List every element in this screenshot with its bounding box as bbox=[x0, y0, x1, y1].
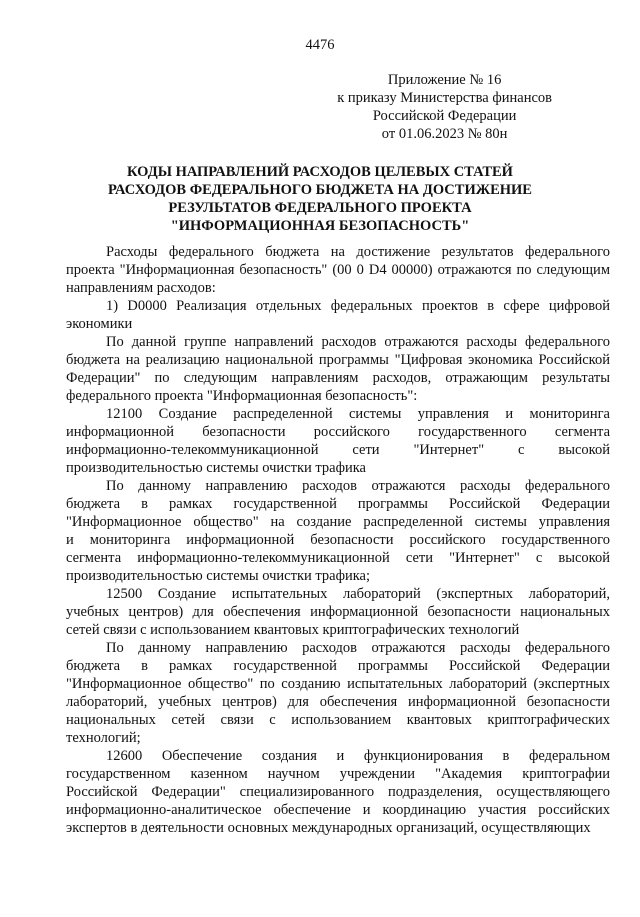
title-line-3: РЕЗУЛЬТАТОВ ФЕДЕРАЛЬНОГО ПРОЕКТА bbox=[168, 200, 472, 216]
paragraph bbox=[66, 333, 610, 405]
paragraph-line: государственном казенном научном учреждении "Академия криптографии bbox=[66, 766, 610, 782]
paragraph-line: информационно-телекоммуникационной сети "Интернет" с высокой bbox=[66, 442, 610, 458]
paragraph-line: бюджета в рамках государственной программы Российской Федерации bbox=[66, 658, 610, 674]
title-line-4: "ИНФОРМАЦИОННАЯ БЕЗОПАСНОСТЬ" bbox=[170, 218, 470, 234]
paragraph bbox=[66, 405, 610, 477]
paragraph-line: "Информационное общество" на создание распределенной системы управления bbox=[66, 514, 610, 530]
page-number: 4476 bbox=[305, 37, 335, 53]
paragraph-line: 12100 Создание распределенной системы управления и мониторинга bbox=[106, 406, 610, 422]
paragraph-line: Расходы федерального бюджета на достижение результатов федерального bbox=[106, 244, 610, 260]
paragraph-line: сегмента информационно-телекоммуникационной сети "Интернет" с высокой bbox=[66, 550, 610, 566]
paragraph-line: проекта "Информационная безопасность" (00 0 D4 00000) отражаются по следующим bbox=[66, 262, 610, 278]
paragraph-line: федерального проекта "Информационная безопасность": bbox=[66, 388, 418, 404]
paragraph bbox=[66, 585, 610, 639]
paragraph-line: По данному направлению расходов отражаются расходы федерального bbox=[106, 640, 610, 656]
paragraph-line: 12600 Обеспечение создания и функционирования в федеральном bbox=[106, 748, 610, 764]
paragraph-line: информационной безопасности российского государственного сегмента bbox=[66, 424, 610, 440]
paragraph-line: бюджета на реализацию национальной программы "Цифровая экономика Российской bbox=[66, 352, 610, 368]
paragraph-line: Российской Федерации" специализированного подразделения, осуществляющего bbox=[66, 784, 610, 800]
paragraph-line: производительностью системы очистки трафика; bbox=[66, 568, 371, 584]
document-title bbox=[0, 163, 640, 235]
paragraph bbox=[66, 243, 610, 297]
paragraph bbox=[66, 297, 610, 333]
paragraph-line: экономики bbox=[66, 316, 133, 332]
paragraph-line: лабораторий, учебных центров) для обеспечения информационной безопасности bbox=[66, 694, 610, 710]
title-line-1: КОДЫ НАПРАВЛЕНИЙ РАСХОДОВ ЦЕЛЕВЫХ СТАТЕЙ bbox=[127, 164, 513, 180]
appendix-order: к приказу Министерства финансов bbox=[337, 90, 552, 106]
paragraph-line: "Информационное общество" по созданию испытательных лабораторий (экспертных bbox=[66, 676, 610, 692]
paragraph-line: 1) D0000 Реализация отдельных федеральных проектов в сфере цифровой bbox=[106, 298, 610, 314]
paragraph-line: По данной группе направлений расходов отражаются расходы федерального bbox=[106, 334, 610, 350]
paragraph bbox=[66, 639, 610, 747]
paragraph-line: 12500 Создание испытательных лабораторий (экспертных лабораторий, bbox=[106, 586, 610, 602]
paragraph-line: учебных центров) для обеспечения информационной безопасности национальных bbox=[66, 604, 610, 620]
paragraph-line: национальных сетей связи с использованием квантовых криптографических bbox=[66, 712, 610, 728]
document-body bbox=[66, 243, 610, 837]
paragraph-line: информационно-аналитическое обеспечение и координацию участия российских bbox=[66, 802, 610, 818]
paragraph bbox=[66, 477, 610, 585]
appendix-authority: Российской Федерации bbox=[372, 108, 517, 124]
appendix-number: Приложение № 16 bbox=[387, 72, 502, 88]
paragraph-line: По данному направлению расходов отражаются расходы федерального bbox=[106, 478, 610, 494]
paragraph-line: направлениям расходов: bbox=[66, 280, 216, 296]
appendix-date: от 01.06.2023 № 80н bbox=[381, 126, 508, 142]
title-line-2: РАСХОДОВ ФЕДЕРАЛЬНОГО БЮДЖЕТА НА ДОСТИЖЕНИЕ bbox=[108, 182, 532, 198]
appendix-header bbox=[337, 71, 552, 143]
paragraph-line: производительностью системы очистки трафика bbox=[66, 460, 366, 476]
paragraph-line: Федерации" по следующим направлениям расходов, отражающим результаты bbox=[66, 370, 610, 386]
paragraph-line: экспертов в деятельности основных международных организаций, осуществляющих bbox=[66, 820, 591, 836]
paragraph-line: технологий; bbox=[66, 730, 141, 746]
paragraph-line: сетей связи с использованием квантовых криптографических технологий bbox=[66, 622, 520, 638]
paragraph-line: и мониторинга информационной безопасности российского государственного bbox=[66, 532, 610, 548]
paragraph-line: бюджета в рамках государственной программы Российской Федерации bbox=[66, 496, 610, 512]
paragraph bbox=[66, 747, 610, 837]
